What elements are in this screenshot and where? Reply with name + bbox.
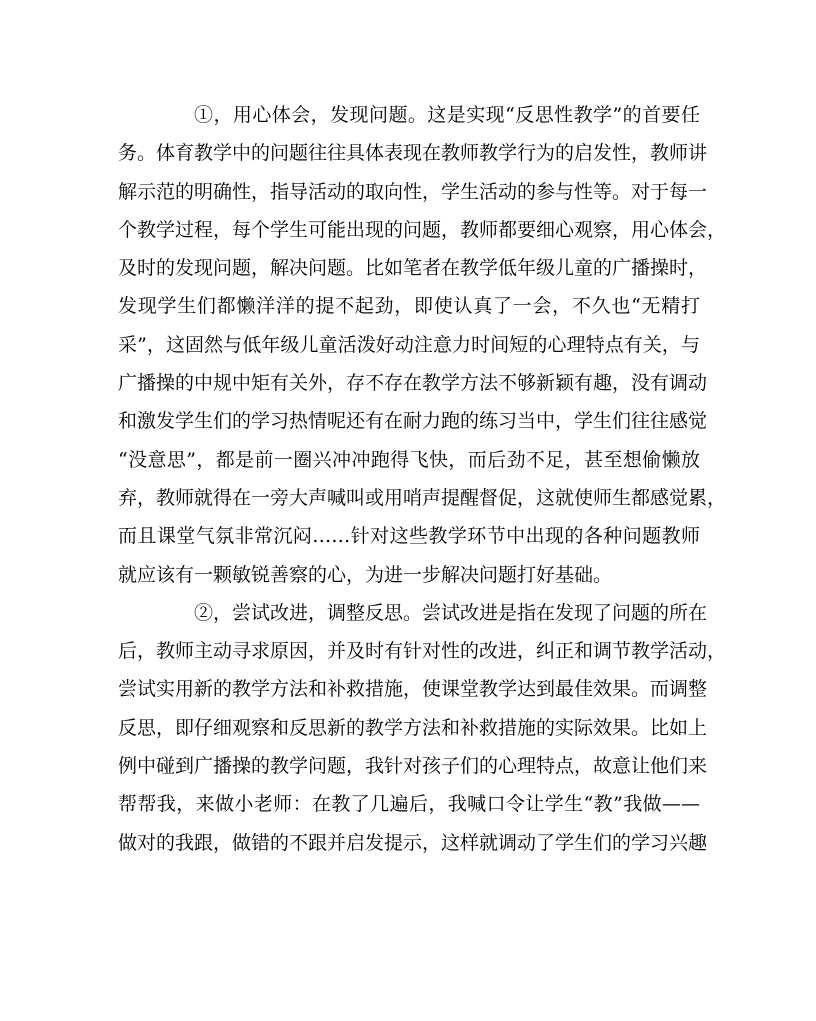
text-line: 解示范的明确性，指导活动的取向性，学生活动的参与性等。对于每一: [118, 180, 708, 203]
text-line: 及时的发现问题，解决问题。比如笔者在教学低年级儿童的广播操时，: [118, 257, 708, 280]
text-line: 广播操的中规中矩有关外，存不存在教学方法不够新颖有趣，没有调动: [118, 372, 708, 395]
text-line: ②，尝试改进，调整反思。尝试改进是指在发现了问题的所在: [194, 601, 708, 624]
text-line: “没意思”，都是前一圈兴冲冲跑得飞快，而后劲不足，甚至想偷懒放: [118, 448, 700, 471]
text-line: 尝试实用新的教学方法和补救措施，使课堂教学达到最佳效果。而调整: [118, 678, 708, 701]
text-line: 弃，教师就得在一旁大声喊叫或用哨声提醒督促，这就使师生都感觉累，: [118, 486, 727, 509]
text-line: 而且课堂气氛非常沉闷……针对这些教学环节中出现的各种问题教师: [118, 525, 700, 548]
text-line: 个教学过程，每个学生可能出现的问题，教师都要细心观察，用心体会，: [118, 218, 727, 241]
paragraph-2: [118, 594, 727, 862]
text-line: 做对的我跟，做错的不跟并启发提示，这样就调动了学生们的学习兴趣: [118, 831, 708, 854]
text-line: 帮帮我，来做小老师：在教了几遍后，我喊口令让学生“教”我做——: [118, 793, 700, 816]
text-line: 务。体育教学中的问题往往具体表现在教师教学行为的启发性，教师讲: [118, 142, 708, 165]
body-text: [118, 96, 727, 862]
text-line: 和激发学生们的学习热情呢还有在耐力跑的练习当中，学生们往往感觉: [118, 410, 708, 433]
text-line: 就应该有一颗敏锐善察的心，为进一步解决问题打好基础。: [118, 563, 613, 586]
paragraph-1: [118, 96, 727, 594]
text-line: 后，教师主动寻求原因，并及时有针对性的改进，纠正和调节教学活动，: [118, 640, 727, 663]
text-line: 例中碰到广播操的教学问题，我针对孩子们的心理特点，故意让他们来: [118, 755, 708, 778]
text-line: ①，用心体会，发现问题。这是实现“反思性教学”的首要任: [194, 104, 700, 126]
text-line: 发现学生们都懒洋洋的提不起劲，即使认真了一会，不久也“无精打: [118, 295, 700, 318]
text-line: 采”，这固然与低年级儿童活泼好动注意力时间短的心理特点有关，与: [118, 333, 700, 356]
text-line: 反思，即仔细观察和反思新的教学方法和补救措施的实际效果。比如上: [118, 716, 708, 739]
